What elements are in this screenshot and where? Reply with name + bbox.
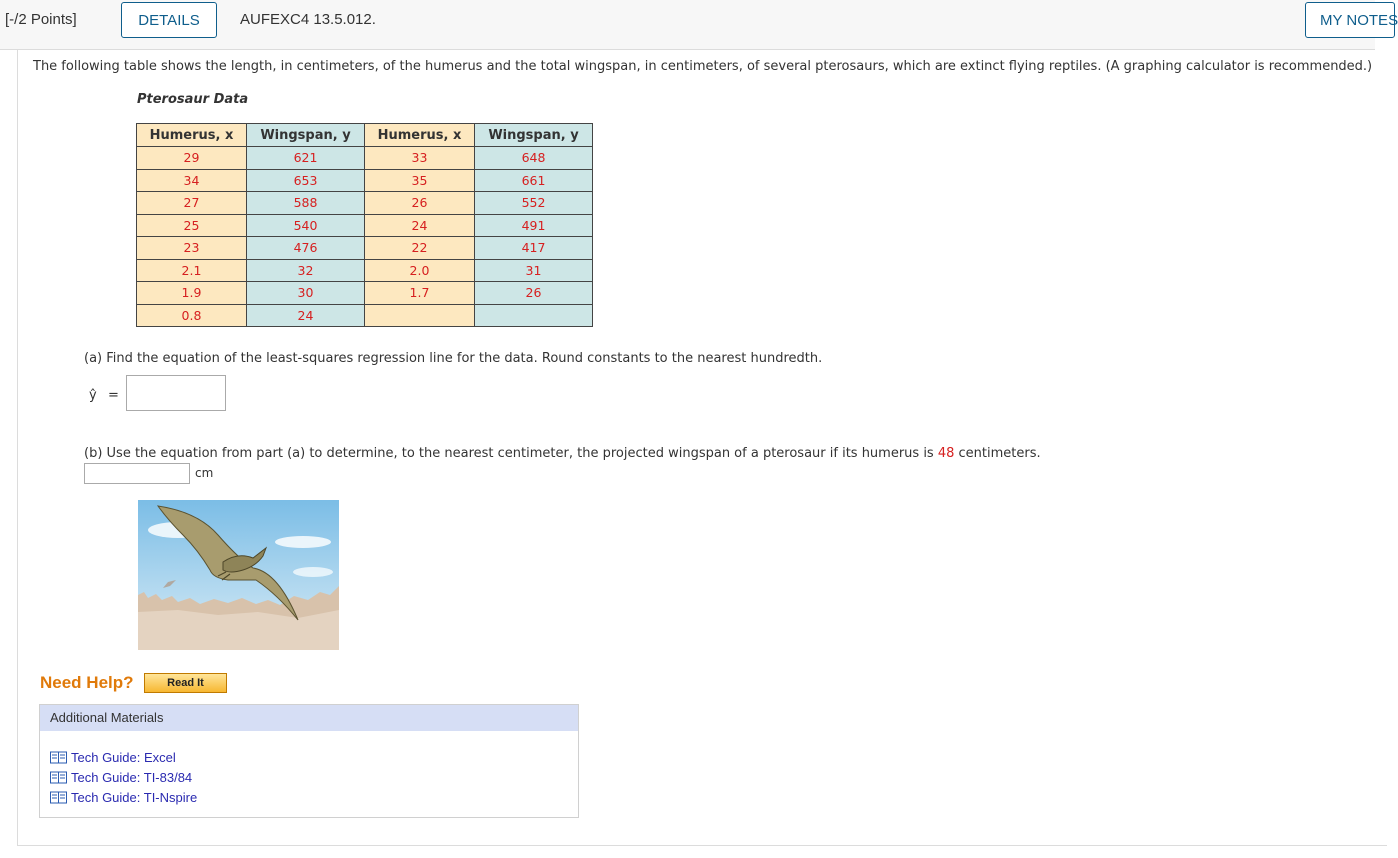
table-cell: 476 (247, 237, 365, 260)
table-cell: 1.9 (137, 282, 247, 305)
table-row (137, 259, 593, 282)
table-cell: 34 (137, 169, 247, 192)
table-cell: 2.1 (137, 259, 247, 282)
additional-materials-title: Additional Materials (40, 705, 578, 731)
part-b-answer-input[interactable] (84, 463, 190, 484)
table-cell: 23 (137, 237, 247, 260)
question-header (0, 0, 1398, 50)
header-wingspan-1: Wingspan, y (247, 124, 365, 147)
question-id: AUFEXC4 13.5.012. (240, 11, 376, 28)
table-row (137, 282, 593, 305)
table-caption: Pterosaur Data (137, 92, 249, 107)
table-row (137, 169, 593, 192)
table-cell: 27 (137, 192, 247, 215)
part-b-prompt (84, 446, 1041, 461)
points-label: [-/2 Points] (5, 11, 77, 28)
tech-guide-tinspire-link[interactable]: Tech Guide: TI-Nspire (50, 787, 197, 807)
question-intro: The following table shows the length, in centimeters, of the humerus and the total wingspan, in centimeters, of several pterosaurs, which are extinct flying reptiles. (A graphing calculator is recommended.) (33, 59, 1373, 74)
table-row (137, 237, 593, 260)
read-it-button[interactable]: Read It (144, 673, 227, 693)
table-cell: 33 (365, 147, 475, 170)
table-cell: 26 (475, 282, 593, 305)
table-cell: 29 (137, 147, 247, 170)
part-b-text-prefix: (b) Use the equation from part (a) to determine, to the nearest centimeter, the projected wingspan of a pterosaur if its humerus is (84, 446, 938, 461)
additional-materials-panel (39, 704, 579, 818)
table-cell: 32 (247, 259, 365, 282)
table-cell: 552 (475, 192, 593, 215)
part-b-unit: cm (195, 466, 214, 480)
table-cell: 35 (365, 169, 475, 192)
tech-guide-excel-link[interactable]: Tech Guide: Excel (50, 747, 197, 767)
table-cell: 648 (475, 147, 593, 170)
table-cell (475, 304, 593, 327)
my-notes-button[interactable]: MY NOTES (1305, 2, 1395, 38)
table-cell: 661 (475, 169, 593, 192)
book-icon (50, 751, 67, 764)
table-cell: 417 (475, 237, 593, 260)
table-cell: 0.8 (137, 304, 247, 327)
y-hat-symbol: ŷ (89, 388, 97, 403)
table-cell: 25 (137, 214, 247, 237)
table-cell: 653 (247, 169, 365, 192)
table-cell: 621 (247, 147, 365, 170)
table-cell: 2.0 (365, 259, 475, 282)
table-cell: 22 (365, 237, 475, 260)
table-header-row (137, 124, 593, 147)
part-b-humerus-value: 48 (937, 446, 955, 461)
header-wingspan-2: Wingspan, y (475, 124, 593, 147)
tech-guide-ti83-link[interactable]: Tech Guide: TI-83/84 (50, 767, 197, 787)
table-cell: 588 (247, 192, 365, 215)
table-cell: 30 (247, 282, 365, 305)
table-cell: 1.7 (365, 282, 475, 305)
header-humerus-2: Humerus, x (365, 124, 475, 147)
part-a-prompt: (a) Find the equation of the least-squares regression line for the data. Round constants to the nearest hundredth. (84, 351, 823, 366)
table-row (137, 147, 593, 170)
equals-sign: = (108, 388, 119, 403)
table-cell: 540 (247, 214, 365, 237)
table-row (137, 192, 593, 215)
details-button[interactable]: DETAILS (121, 2, 217, 38)
table-cell: 491 (475, 214, 593, 237)
table-cell (365, 304, 475, 327)
need-help-label: Need Help? (40, 673, 134, 692)
table-cell: 24 (365, 214, 475, 237)
table-row (137, 214, 593, 237)
table-cell: 31 (475, 259, 593, 282)
table-cell: 26 (365, 192, 475, 215)
table-row (137, 304, 593, 327)
header-humerus-1: Humerus, x (137, 124, 247, 147)
pterosaur-illustration (138, 500, 339, 650)
table-cell: 24 (247, 304, 365, 327)
additional-materials-list (50, 747, 197, 807)
book-icon (50, 771, 67, 784)
part-b-text-suffix: centimeters. (954, 446, 1041, 461)
book-icon (50, 791, 67, 804)
part-a-answer-input[interactable] (126, 375, 226, 411)
pterosaur-data-table (136, 123, 593, 327)
